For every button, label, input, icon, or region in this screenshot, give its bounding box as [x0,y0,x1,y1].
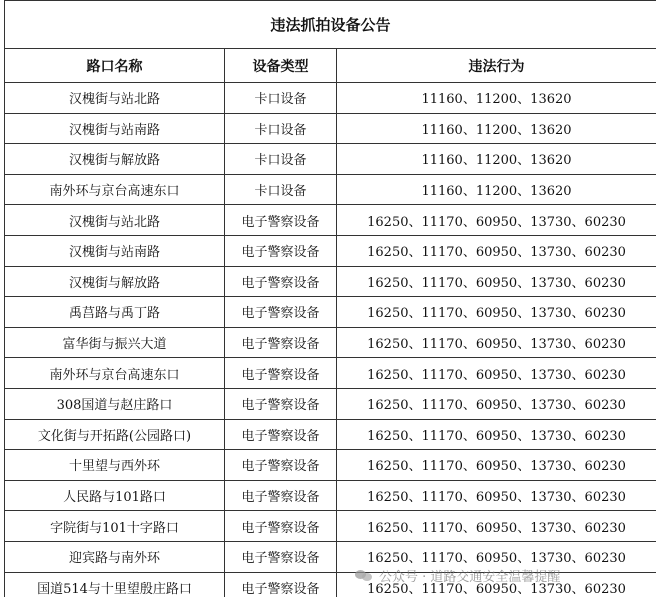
table-row [5,541,657,572]
cell-violation: 16250、11170、60950、13730、60230 [337,297,657,328]
table-title-row [5,1,657,49]
cell-device-type: 电子警察设备 [225,541,337,572]
table-row [5,511,657,542]
cell-device-type: 电子警察设备 [225,572,337,597]
table-row [5,144,657,175]
table-row [5,266,657,297]
cell-device-type: 电子警察设备 [225,297,337,328]
cell-violation: 16250、11170、60950、13730、60230 [337,572,657,597]
header-violation: 违法行为 [337,49,657,83]
cell-location: 汉槐街与站南路 [5,235,225,266]
cell-location: 文化街与开拓路(公园路口) [5,419,225,450]
cell-location: 汉槐街与解放路 [5,266,225,297]
cell-violation: 16250、11170、60950、13730、60230 [337,205,657,236]
table-row [5,174,657,205]
cell-location: 汉槐街与解放路 [5,144,225,175]
cell-location: 汉槐街与站北路 [5,205,225,236]
cell-violation: 11160、11200、13620 [337,113,657,144]
table-row [5,419,657,450]
cell-violation: 16250、11170、60950、13730、60230 [337,419,657,450]
header-device-type: 设备类型 [225,49,337,83]
cell-location: 308国道与赵庄路口 [5,388,225,419]
cell-violation: 11160、11200、13620 [337,174,657,205]
cell-violation: 16250、11170、60950、13730、60230 [337,266,657,297]
cell-violation: 16250、11170、60950、13730、60230 [337,358,657,389]
table-row [5,327,657,358]
cell-device-type: 电子警察设备 [225,511,337,542]
table-row [5,205,657,236]
cell-location: 十里望与西外环 [5,450,225,481]
cell-violation: 16250、11170、60950、13730、60230 [337,450,657,481]
cell-device-type: 电子警察设备 [225,358,337,389]
table-row [5,235,657,266]
cell-device-type: 卡口设备 [225,174,337,205]
watermark-text: 公众号 · 道路交通安全温馨提醒 [379,570,561,585]
table-row [5,358,657,389]
cell-location: 汉槐街与站南路 [5,113,225,144]
table-row [5,113,657,144]
cell-location: 人民路与101路口 [5,480,225,511]
table-row [5,480,657,511]
cell-device-type: 电子警察设备 [225,480,337,511]
cell-violation: 16250、11170、60950、13730、60230 [337,541,657,572]
cell-violation: 11160、11200、13620 [337,144,657,175]
cell-location: 字院街与101十字路口 [5,511,225,542]
cell-violation: 16250、11170、60950、13730、60230 [337,480,657,511]
cell-device-type: 电子警察设备 [225,419,337,450]
cell-location: 富华街与振兴大道 [5,327,225,358]
cell-location: 禹莒路与禹丁路 [5,297,225,328]
document-frame [4,0,656,597]
cell-device-type: 卡口设备 [225,144,337,175]
cell-location: 国道514与十里望殷庄路口 [5,572,225,597]
cell-violation: 16250、11170、60950、13730、60230 [337,388,657,419]
table-row [5,388,657,419]
cell-location: 南外环与京台高速东口 [5,174,225,205]
cell-location: 迎宾路与南外环 [5,541,225,572]
cell-violation: 16250、11170、60950、13730、60230 [337,235,657,266]
cell-device-type: 电子警察设备 [225,450,337,481]
cell-device-type: 电子警察设备 [225,235,337,266]
violation-device-table [4,0,656,597]
table-row [5,83,657,114]
table-title: 违法抓拍设备公告 [5,1,657,49]
cell-device-type: 电子警察设备 [225,327,337,358]
cell-violation: 16250、11170、60950、13730、60230 [337,327,657,358]
cell-location: 南外环与京台高速东口 [5,358,225,389]
table-header-row [5,49,657,83]
cell-device-type: 卡口设备 [225,83,337,114]
cell-violation: 11160、11200、13620 [337,83,657,114]
table-row [5,450,657,481]
cell-device-type: 电子警察设备 [225,388,337,419]
table-body [5,83,657,597]
table-row [5,572,657,597]
table-row [5,297,657,328]
header-location: 路口名称 [5,49,225,83]
cell-violation: 16250、11170、60950、13730、60230 [337,511,657,542]
cell-device-type: 电子警察设备 [225,205,337,236]
cell-device-type: 卡口设备 [225,113,337,144]
cell-device-type: 电子警察设备 [225,266,337,297]
cell-location: 汉槐街与站北路 [5,83,225,114]
